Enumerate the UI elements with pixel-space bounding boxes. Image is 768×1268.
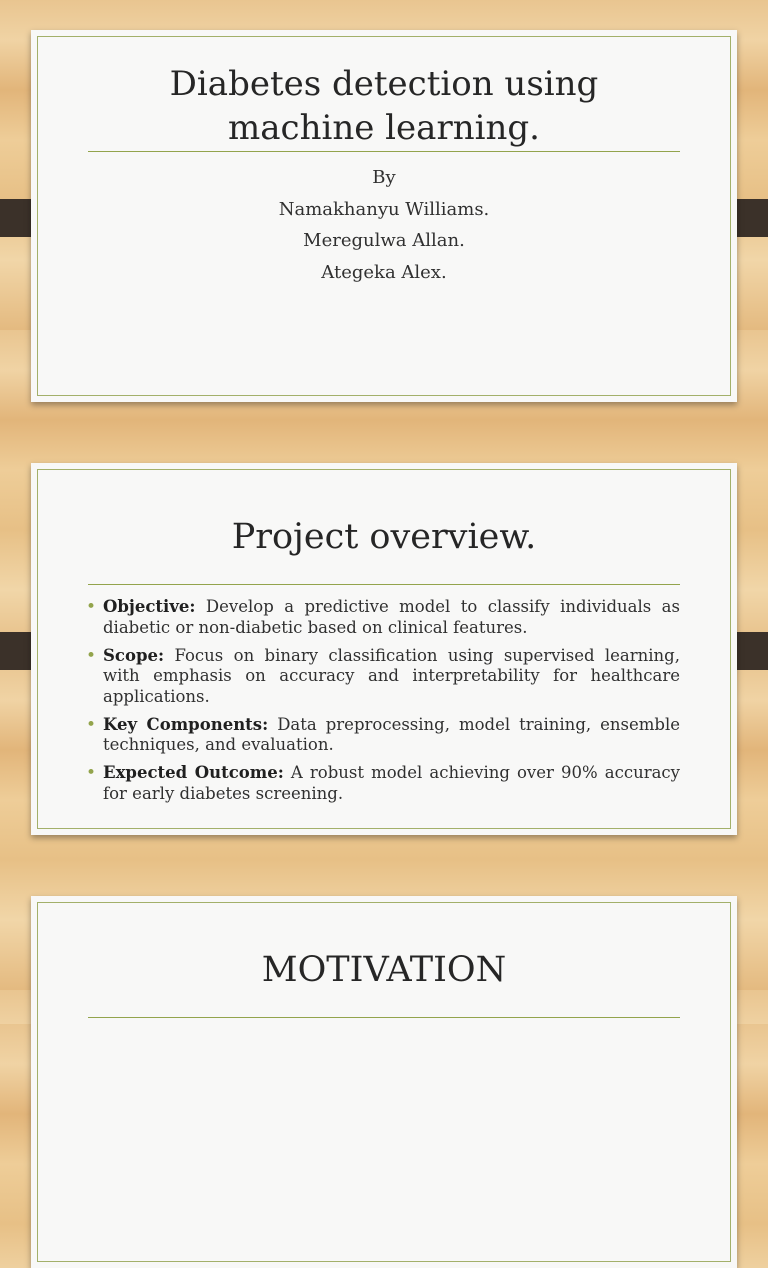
- bullet-icon: •: [86, 645, 97, 666]
- bullet-label: Scope:: [103, 645, 165, 665]
- presentation-title: [31, 62, 737, 150]
- by-label: By: [372, 167, 396, 188]
- slide-heading: MOTIVATION: [261, 950, 507, 990]
- title-divider: [88, 151, 680, 152]
- bullet-text: Develop a predictive model to classify individuals as diabetic or non-diabetic based on clinical features.: [103, 597, 680, 637]
- bullet-icon: •: [86, 714, 97, 735]
- title-line-1: Diabetes detection using: [169, 64, 599, 104]
- authors-block: [31, 162, 737, 288]
- bullet-icon: •: [86, 763, 97, 783]
- bullet-text: Focus on binary classification using supervised learning, with emphasis on accuracy and interpretability for healthcare applications.: [103, 645, 680, 706]
- bullet-label: Objective:: [103, 597, 196, 616]
- author-name: Meregulwa Allan.: [303, 230, 465, 251]
- bullet-item: [86, 714, 680, 756]
- slide-project-overview[interactable]: [31, 463, 737, 835]
- title-divider: [88, 584, 680, 585]
- title-divider: [88, 1017, 680, 1018]
- bullet-text: A robust model achieving over 90% accuracy for early diabetes screening.: [103, 763, 680, 803]
- bullet-icon: •: [86, 597, 97, 617]
- bullet-item: [86, 645, 680, 708]
- bullet-text: Data preprocessing, model training, ensemble techniques, and evaluation.: [103, 714, 680, 754]
- bullet-item: [86, 763, 680, 804]
- slide-heading: Project overview.: [231, 517, 537, 557]
- bullet-label: Key Components:: [103, 714, 269, 734]
- bullet-item: [86, 597, 680, 638]
- slide-motivation[interactable]: [31, 896, 737, 1268]
- bullet-list: [86, 597, 680, 812]
- bullet-label: Expected Outcome:: [103, 763, 284, 782]
- author-name: Namakhanyu Williams.: [278, 198, 490, 220]
- title-line-2: machine learning.: [228, 108, 540, 148]
- author-name: Ategeka Alex.: [321, 261, 447, 283]
- slide-title[interactable]: [31, 30, 737, 402]
